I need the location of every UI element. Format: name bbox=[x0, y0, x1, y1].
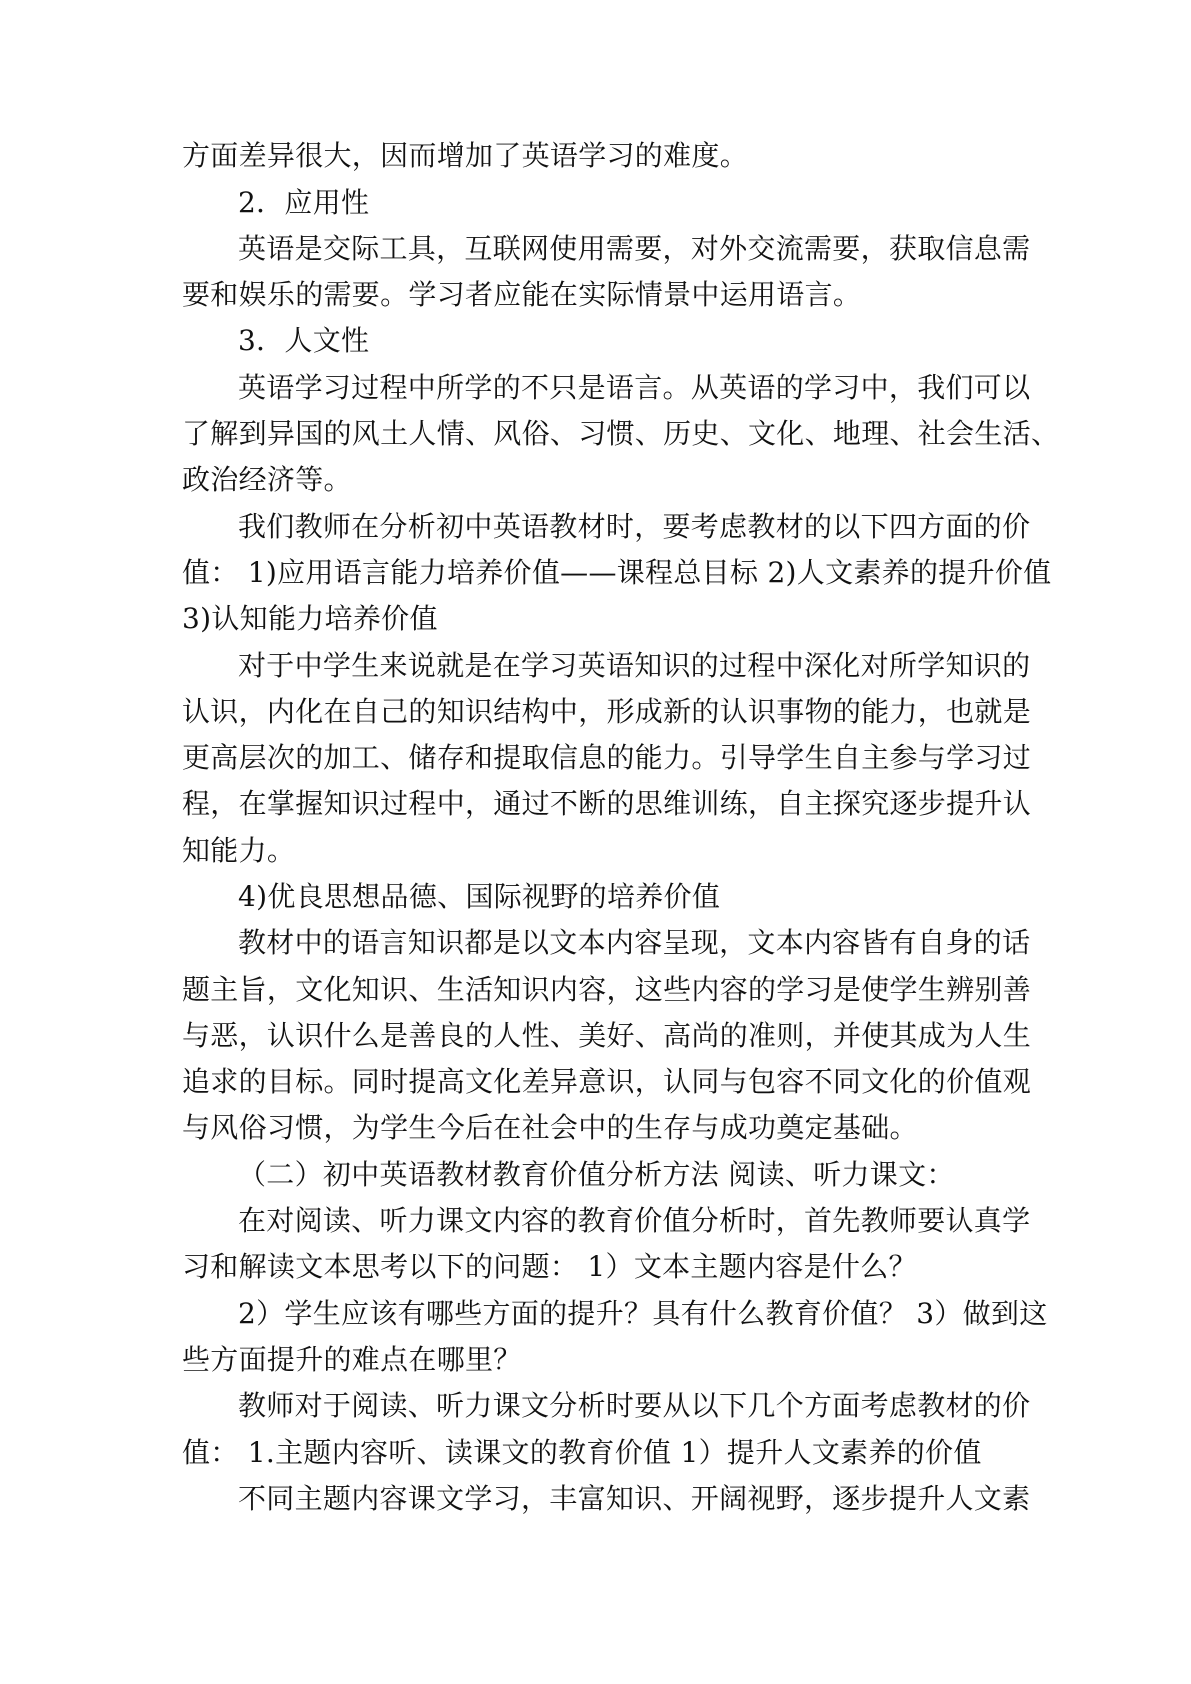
text-line: 英语是交际工具，互联网使用需要，对外交流需要，获取信息需 bbox=[238, 232, 1031, 265]
text-line: 英语学习过程中所学的不只是语言。从英语的学习中，我们可以 bbox=[238, 371, 1031, 404]
text-line: 与风俗习惯，为学生今后在社会中的生存与成功奠定基础。 bbox=[182, 1111, 918, 1144]
text-line: 4)优良思想品德、国际视野的培养价值 bbox=[238, 880, 721, 913]
text-line: 更高层次的加工、储存和提取信息的能力。引导学生自主参与学习过 bbox=[182, 741, 1032, 774]
heading-humanistic: 3．人文性 bbox=[238, 324, 370, 357]
text-line: 在对阅读、听力课文内容的教育价值分析时，首先教师要认真学 bbox=[238, 1204, 1031, 1237]
text-line: 些方面提升的难点在哪里？ bbox=[182, 1343, 522, 1376]
text-line: 政治经济等。 bbox=[182, 463, 352, 496]
text-line: 了解到异国的风土人情、风俗、习惯、历史、文化、地理、社会生活、 bbox=[182, 417, 1060, 450]
text-line: 知能力。 bbox=[182, 834, 296, 867]
text-line: 值： 1.主题内容听、读课文的教育价值 1）提升人文素养的价值 bbox=[182, 1436, 982, 1469]
text-line: 教材中的语言知识都是以文本内容呈现，文本内容皆有自身的话 bbox=[238, 926, 1031, 959]
text-line: 认识，内化在自己的知识结构中，形成新的认识事物的能力，也就是 bbox=[182, 695, 1032, 728]
text-line: 不同主题内容课文学习，丰富知识、开阔视野，逐步提升人文素 bbox=[238, 1482, 1031, 1515]
text-line: 3)认知能力培养价值 bbox=[182, 602, 438, 635]
text-line: 要和娱乐的需要。学习者应能在实际情景中运用语言。 bbox=[182, 278, 862, 311]
heading-applicability: 2．应用性 bbox=[238, 186, 370, 219]
text-line: 值： 1)应用语言能力培养价值——课程总目标 2)人文素养的提升价值 bbox=[182, 556, 1052, 589]
section-heading: （二）初中英语教材教育价值分析方法 阅读、听力课文： bbox=[238, 1158, 955, 1191]
text-line: 追求的目标。同时提高文化差异意识，认同与包容不同文化的价值观 bbox=[182, 1065, 1032, 1098]
text-line: 程，在掌握知识过程中，通过不断的思维训练，自主探究逐步提升认 bbox=[182, 787, 1032, 820]
text-line: 我们教师在分析初中英语教材时，要考虑教材的以下四方面的价 bbox=[238, 510, 1031, 543]
text-line: 教师对于阅读、听力课文分析时要从以下几个方面考虑教材的价 bbox=[238, 1389, 1031, 1422]
text-line: 题主旨，文化知识、生活知识内容，这些内容的学习是使学生辨别善 bbox=[182, 973, 1032, 1006]
text-line: 习和解读文本思考以下的问题： 1）文本主题内容是什么？ bbox=[182, 1250, 917, 1283]
text-line: 方面差异很大，因而增加了英语学习的难度。 bbox=[182, 139, 749, 172]
text-line: 与恶，认识什么是善良的人性、美好、高尚的准则，并使其成为人生 bbox=[182, 1019, 1032, 1052]
text-line: 对于中学生来说就是在学习英语知识的过程中深化对所学知识的 bbox=[238, 649, 1031, 682]
text-line: 2）学生应该有哪些方面的提升？具有什么教育价值？ 3）做到这 bbox=[238, 1297, 1048, 1330]
